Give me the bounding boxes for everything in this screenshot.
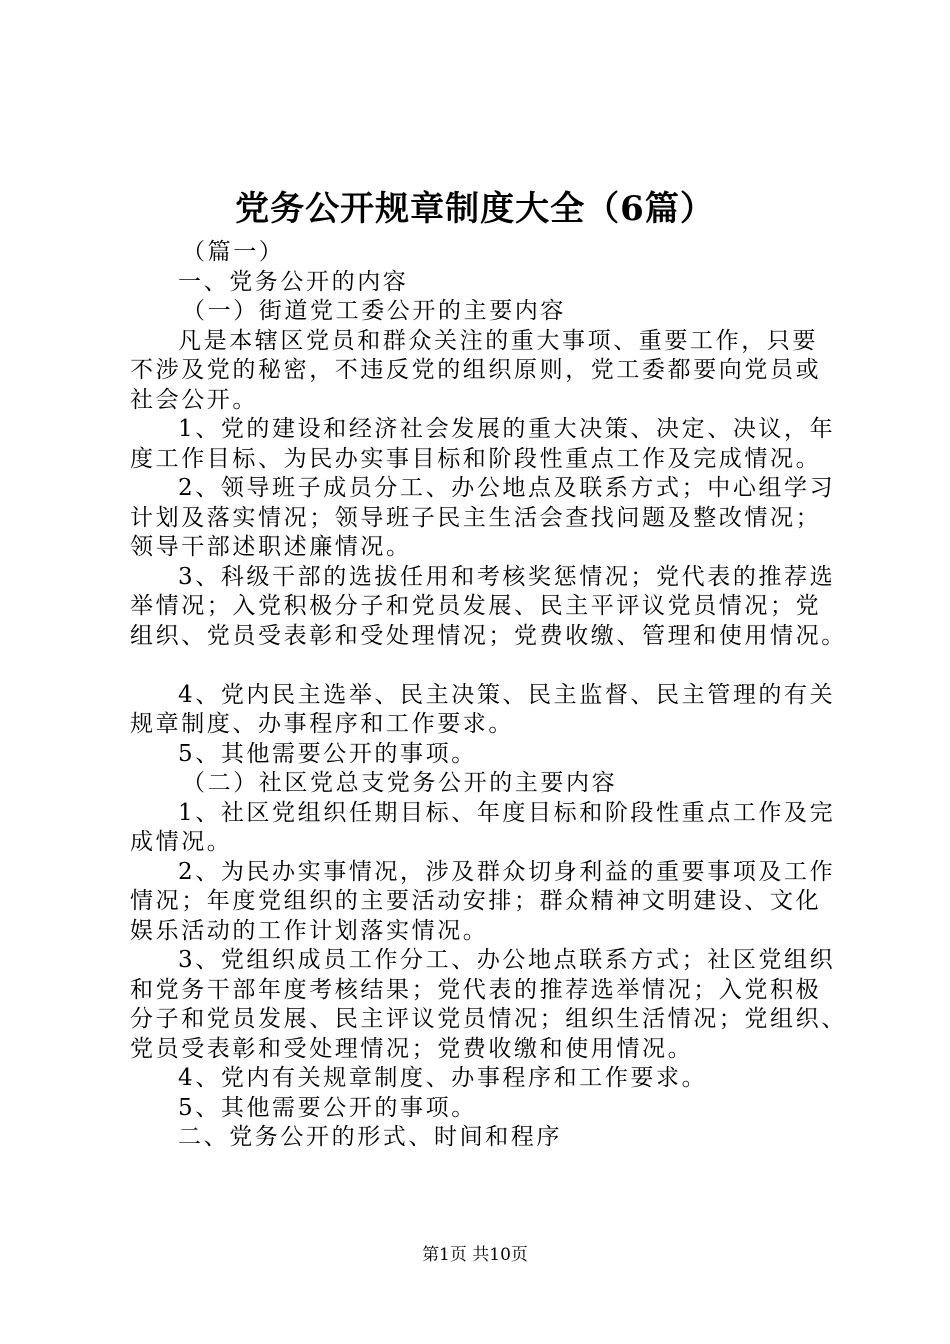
heading-level1: 一、党务公开的内容 xyxy=(178,268,409,295)
paragraph-line: 2、为民办实事情况，涉及群众切身利益的重要事项及工作 xyxy=(178,858,836,885)
paragraph-line: 组织、党员受表彰和受处理情况；党费收缴、管理和使用情况。 xyxy=(130,622,847,649)
paragraph-line: 和党务干部年度考核结果；党代表的推荐选举情况；入党积极 xyxy=(130,976,822,1003)
paragraph-line: 4、党内有关规章制度、办事程序和工作要求。 xyxy=(178,1065,708,1091)
paragraph-line: 5、其他需要公开的事项。 xyxy=(178,1094,477,1121)
blank-line xyxy=(130,651,850,681)
heading-level1: 二、党务公开的形式、时间和程序 xyxy=(178,1124,562,1150)
paragraph-line: 举情况；入党积极分子和党员发展、民主平评议党员情况；党 xyxy=(130,593,822,619)
heading-level2: （一）街道党工委公开的主要内容 xyxy=(182,298,566,324)
paragraph-line: 1、党的建设和经济社会发展的重大决策、决定、决议，年 xyxy=(178,416,836,442)
paragraph-line: 成情况。 xyxy=(130,829,233,855)
paragraph-line: 4、党内民主选举、民主决策、民主监督、民主管理的有关 xyxy=(178,681,836,708)
document-title: 党务公开规章制度大全（6篇） xyxy=(235,189,715,229)
paragraph-line: 3、科级干部的选拔任用和考核奖惩情况；党代表的推荐选 xyxy=(178,563,836,590)
section-label: （篇一） xyxy=(182,239,285,265)
paragraph-line: 社会公开。 xyxy=(130,386,258,413)
paragraph-line: 不涉及党的秘密，不违反党的组织原则，党工委都要向党员或 xyxy=(130,357,822,383)
paragraph-line: 党员受表彰和受处理情况；党费收缴和使用情况。 xyxy=(130,1035,694,1062)
paragraph-line: 情况；年度党组织的主要活动安排；群众精神文明建设、文化 xyxy=(130,888,822,914)
heading-level2: （二）社区党总支党务公开的主要内容 xyxy=(182,770,618,796)
paragraph-line: 娱乐活动的工作计划落实情况。 xyxy=(130,917,489,944)
paragraph-line: 领导干部述职述廉情况。 xyxy=(130,534,412,560)
paragraph-line: 规章制度、办事程序和工作要求。 xyxy=(130,711,514,737)
paragraph-line: 3、党组织成员工作分工、办公地点联系方式；社区党组织 xyxy=(178,947,836,973)
document-body xyxy=(130,238,850,1153)
paragraph-line: 1、社区党组织任期目标、年度目标和阶段性重点工作及完 xyxy=(178,799,836,826)
paragraph-line: 凡是本辖区党员和群众关注的重大事项、重要工作，只要 xyxy=(178,327,818,354)
paragraph-line: 5、其他需要公开的事项。 xyxy=(178,740,477,767)
paragraph-line: 分子和党员发展、民主评议党员情况；组织生活情况；党组织、 xyxy=(130,1006,847,1032)
paragraph-line: 度工作目标、为民办实事目标和阶段性重点工作及完成情况。 xyxy=(130,445,822,472)
page-number-footer: 第1页 共10页 xyxy=(422,1245,528,1265)
paragraph-line: 2、领导班子成员分工、办公地点及联系方式；中心组学习 xyxy=(178,475,836,501)
paragraph-line: 计划及落实情况；领导班子民主生活会查找问题及整改情况； xyxy=(130,504,822,531)
